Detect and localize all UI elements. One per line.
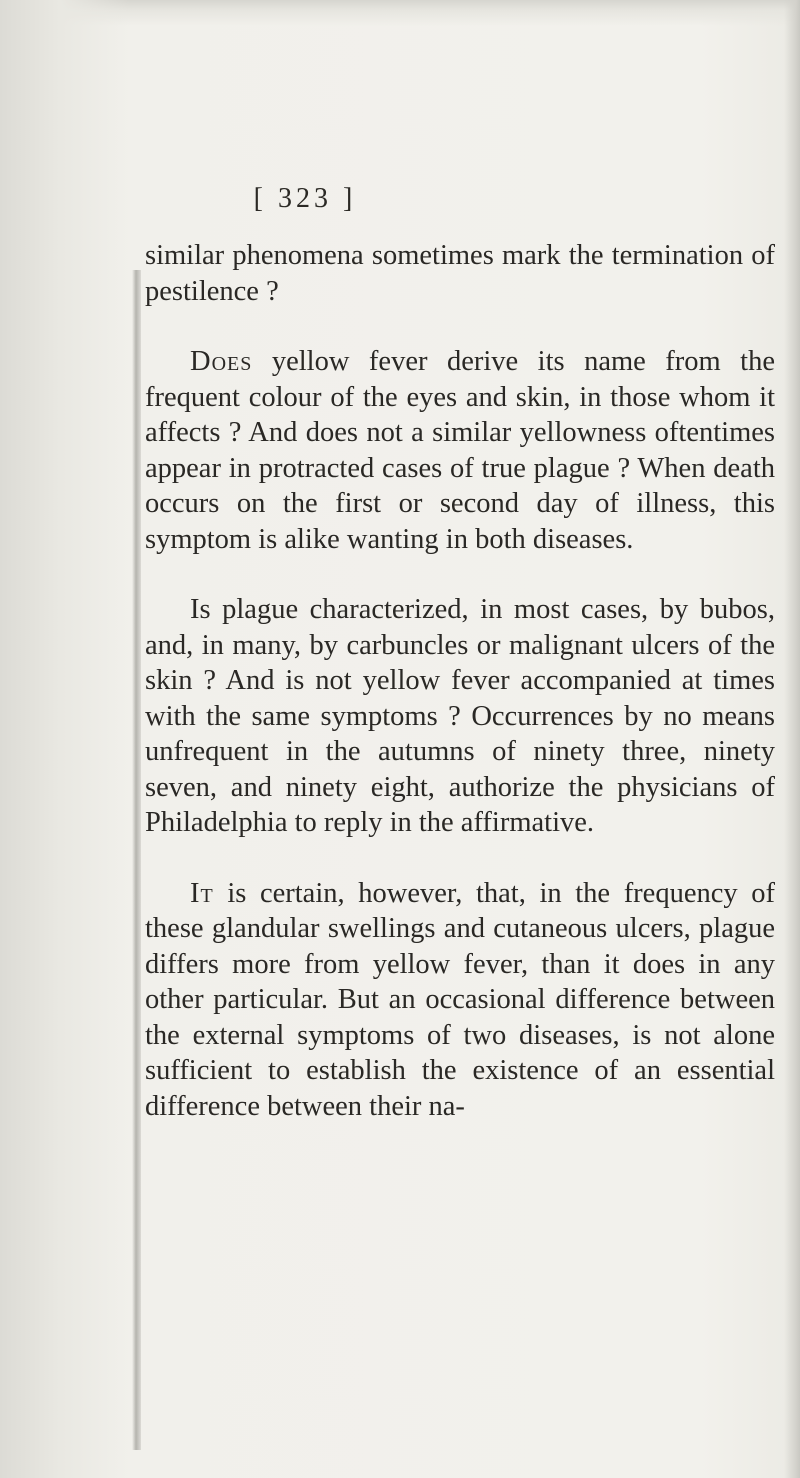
paragraph-4-lead: It — [190, 877, 214, 909]
paragraph-4 — [145, 876, 775, 1125]
paragraph-1 — [145, 238, 775, 309]
paragraph-4-text: is certain, however, that, in the frequency of these glandular swellings and cutaneous ulcers, plague differs more from yellow fever, than it does in any other particular. But an occasional difference between the external symptoms of two diseases, is not alone sufficient to establish the existence of an essential difference between their na- — [145, 877, 775, 1122]
paragraph-2-text: yellow fever derive its name from the frequent colour of the eyes and skin, in those whom it affects ? And does not a similar yellowness oftentimes appear in protracted cases of true plague ? When death occurs on the first or second day of illness, this symptom is alike wanting in both diseases. — [145, 346, 775, 555]
paragraph-1-text: similar phenomena sometimes mark the termination of pestilence ? — [145, 240, 775, 307]
paragraph-2-lead: Does — [190, 346, 253, 377]
paragraph-3-text: Is plague characterized, in most cases, by bubos, and, in many, by carbuncles or malignant ulcers of the skin ? And is not yellow fever accompanied at times with the same symptoms ? Occurrences by no means unfrequent in the autumns of ninety three, ninety seven, and ninety eight, authorize the physicians of Philadelphia to reply in the affirmative. — [145, 594, 775, 838]
binding-shadow — [132, 270, 141, 1450]
page-gutter — [0, 0, 130, 1478]
body-text — [145, 238, 775, 1124]
paragraph-3 — [145, 592, 775, 841]
page-number: [ 323 ] — [253, 183, 357, 214]
paragraph-2 — [145, 344, 775, 557]
page-right-edge — [784, 0, 800, 1478]
